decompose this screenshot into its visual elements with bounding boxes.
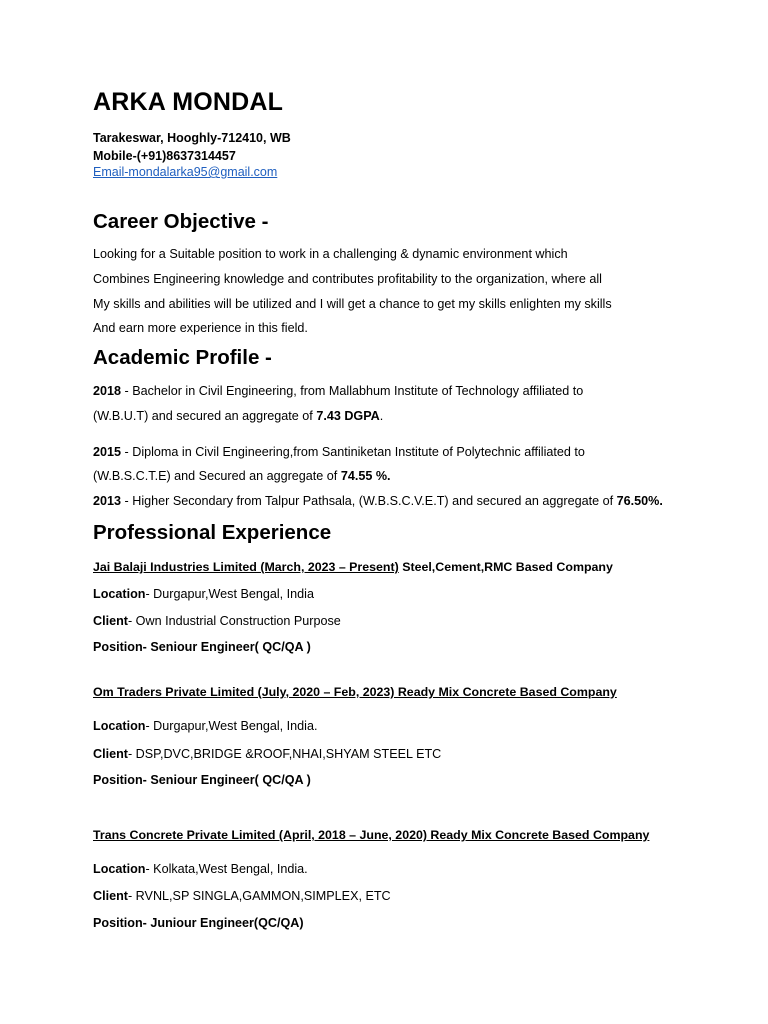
academic-desc: - Higher Secondary from Talpur Pathsala, (W.B.S.C.V.E.T) and secured an aggregate of [121, 494, 617, 508]
client-value: - Own Industrial Construction Purpose [127, 614, 341, 628]
academic-grade: 74.55 %. [340, 469, 391, 483]
job-location [93, 862, 308, 876]
academic-item-2015-cont [93, 469, 391, 483]
academic-item-2015 [93, 445, 585, 459]
academic-profile-heading: Academic Profile - [93, 346, 272, 369]
company-type: Steel,Cement,RMC Based Company [398, 560, 613, 574]
job-location [93, 587, 314, 601]
job-client [93, 747, 441, 761]
job-client [93, 889, 391, 903]
client-label: Client [93, 747, 128, 761]
career-line: My skills and abilities will be utilized and I will get a chance to get my skills enlighten my skills [93, 297, 612, 311]
job-client [93, 614, 341, 628]
company-name: Jai Balaji Industries Limited (March, 2023 – Present) [93, 560, 399, 574]
job-position: Position- Seniour Engineer( QC/QA ) [93, 773, 311, 787]
academic-item-2018 [93, 384, 583, 398]
academic-item-2013 [93, 494, 663, 508]
academic-desc: - Bachelor in Civil Engineering, from Mallabhum Institute of Technology affiliated to [121, 384, 584, 398]
job-title-jai-balaji [93, 560, 613, 574]
client-value: - RVNL,SP SINGLA,GAMMON,SIMPLEX, ETC [127, 889, 391, 903]
academic-year: 2015 [93, 445, 122, 459]
candidate-name: ARKA MONDAL [93, 88, 284, 116]
job-title-om-traders: Om Traders Private Limited (July, 2020 – Feb, 2023) Ready Mix Concrete Based Company [93, 685, 617, 699]
career-objective-heading: Career Objective - [93, 210, 269, 233]
academic-desc: (W.B.S.C.T.E) and Secured an aggregate of [93, 469, 341, 483]
job-position: Position- Seniour Engineer( QC/QA ) [93, 640, 311, 654]
client-label: Client [93, 889, 128, 903]
academic-grade: 76.50%. [616, 494, 663, 508]
location-label: Location [93, 862, 146, 876]
academic-year: 2018 [93, 384, 122, 398]
client-label: Client [93, 614, 128, 628]
career-line: Combines Engineering knowledge and contributes profitability to the organization, where all [93, 272, 602, 286]
location-value: - Kolkata,West Bengal, India. [145, 862, 308, 876]
academic-desc: - Diploma in Civil Engineering,from Santiniketan Institute of Polytechnic affiliated to [121, 445, 585, 459]
job-position: Position- Juniour Engineer(QC/QA) [93, 916, 304, 930]
job-location [93, 719, 317, 733]
academic-grade: 7.43 DGPA [316, 409, 380, 423]
academic-desc: . [379, 409, 384, 423]
location-label: Location [93, 587, 146, 601]
location-value: - Durgapur,West Bengal, India. [145, 719, 318, 733]
career-line: Looking for a Suitable position to work in a challenging & dynamic environment which [93, 247, 568, 261]
job-title-trans-concrete: Trans Concrete Private Limited (April, 2018 – June, 2020) Ready Mix Concrete Based Company [93, 828, 650, 842]
mobile: Mobile-(+91)8637314457 [93, 149, 236, 163]
career-line: And earn more experience in this field. [93, 321, 308, 335]
location-label: Location [93, 719, 146, 733]
client-value: - DSP,DVC,BRIDGE &ROOF,NHAI,SHYAM STEEL ETC [127, 747, 442, 761]
email-link[interactable]: Email-mondalarka95@gmail.com [93, 165, 278, 179]
academic-year: 2013 [93, 494, 122, 508]
location-value: - Durgapur,West Bengal, India [145, 587, 314, 601]
academic-desc: (W.B.U.T) and secured an aggregate of [93, 409, 317, 423]
academic-item-2018-cont [93, 409, 383, 423]
address: Tarakeswar, Hooghly-712410, WB [93, 131, 291, 145]
professional-experience-heading: Professional Experience [93, 521, 332, 544]
